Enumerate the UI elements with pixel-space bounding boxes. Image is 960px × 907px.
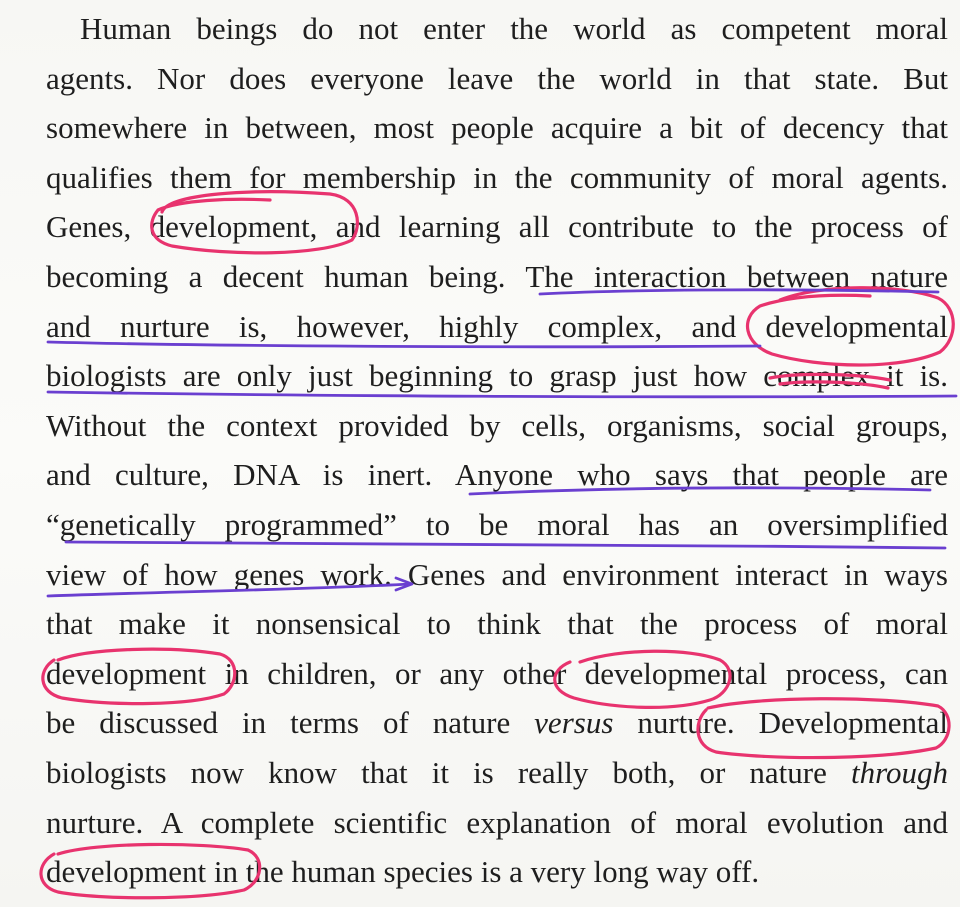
text-line xyxy=(46,748,948,798)
text-line: development in the human species is a very long way off. xyxy=(46,854,760,890)
text-line: nurture. A complete scientific explanation of moral evolution and xyxy=(46,804,948,840)
text-line: agents. Nor does everyone leave the world in that state. But xyxy=(46,60,948,96)
text-line: becoming a decent human being. The interaction between nature xyxy=(46,258,948,294)
text-segment: nurture. Developmental xyxy=(613,705,948,741)
text-line: development in children, or any other developmental process, can xyxy=(46,655,948,691)
text-line: and nurture is, however, highly complex, and developmental xyxy=(46,308,948,344)
italic-text: through xyxy=(850,754,948,790)
text-segment: biologists now know that it is really both, or nature xyxy=(46,754,851,790)
text-line: “genetically programmed” to be moral has an oversimplified xyxy=(46,506,948,542)
text-line: biologists are only just beginning to grasp just how complex it is. xyxy=(46,358,948,394)
text-line: view of how genes work. Genes and environment interact in ways xyxy=(46,556,948,592)
text-line: Genes, development, and learning all contribute to the process of xyxy=(46,209,948,245)
text-segment: be discussed in terms of nature xyxy=(46,705,535,741)
text-line: Human beings do not enter the world as competent moral xyxy=(80,11,948,46)
italic-text: versus xyxy=(534,705,614,741)
text-line: Without the context provided by cells, organisms, social groups, xyxy=(46,407,948,443)
text-line xyxy=(46,698,948,748)
text-line: and culture, DNA is inert. Anyone who says that people are xyxy=(46,457,948,493)
text-line: somewhere in between, most people acquire a bit of decency that xyxy=(46,110,948,146)
text-line: that make it nonsensical to think that the process of moral xyxy=(46,606,948,642)
body-paragraph xyxy=(46,4,948,897)
text-line: qualifies them for membership in the community of moral agents. xyxy=(46,159,948,195)
